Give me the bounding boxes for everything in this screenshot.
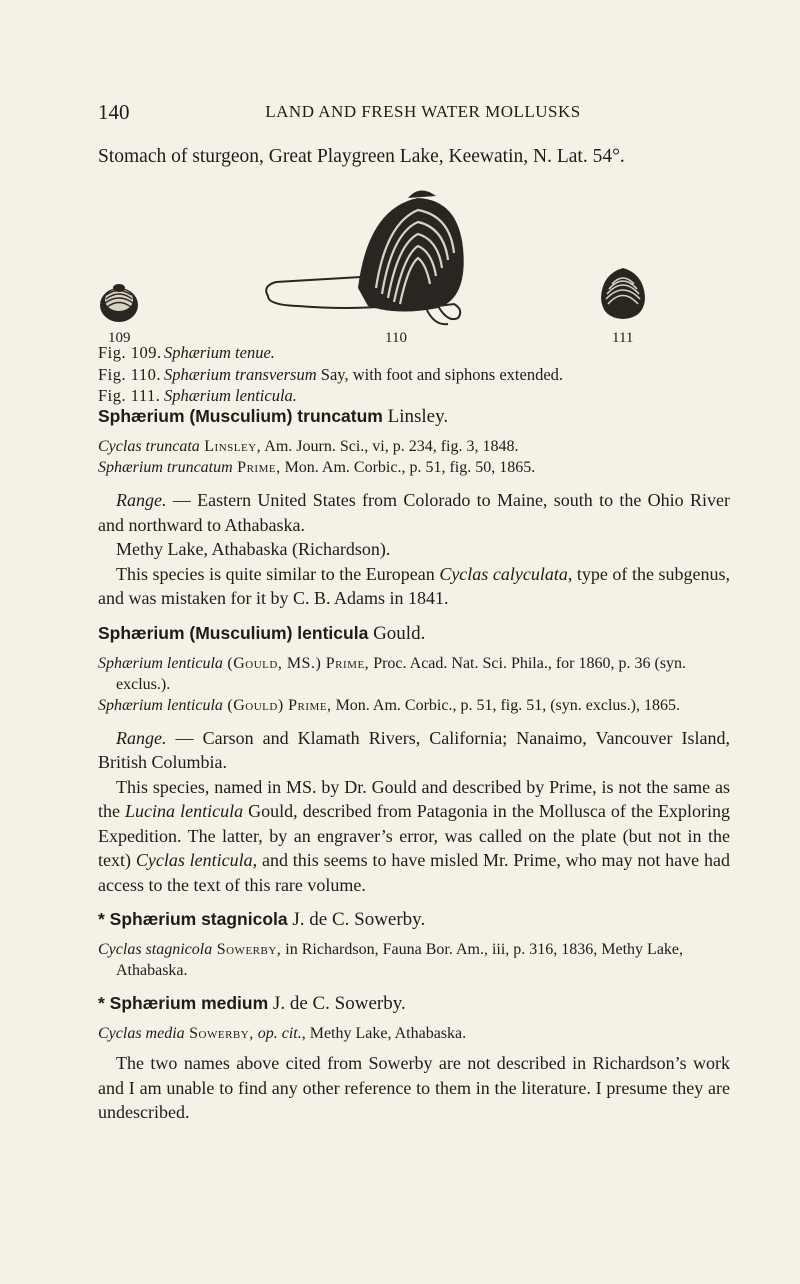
article-body (98, 404, 730, 1125)
synonym-entry: Sphærium truncatum Prime, Mon. Am. Corbic., p. 51, fig. 50, 1865. (98, 459, 536, 476)
synonym-entry: Cyclas stagnicola Sowerby, in Richardson, Fauna Bor. Am., iii, p. 316, 1836, Methy Lake, Athabaska. (98, 941, 684, 979)
species-heading-stagnicola: * Sphærium stagnicola J. de C. Sowerby. (98, 909, 426, 930)
locality-paragraph: Methy Lake, Athabaska (Richardson). (116, 539, 391, 559)
note-paragraph: This species, named in MS. by Dr. Gould and described by Prime, is not the same as the Lucina lenticula Gould, described from Patagonia in the Mollusca of the Exploring Expedition. The latter, by an engraver’s error, was called on the plate (but not in the text) Cyclas lenticula, and this seems to have misled Mr. Prime, who may not have had access to the text of this rare volume. (98, 776, 730, 895)
range-paragraph: Range. — Carson and Klamath Rivers, California; Nanaimo, Vancouver Island, British Columbia. (98, 727, 730, 772)
page-number: 140 (98, 100, 130, 124)
species-heading-truncatum: Sphærium (Musculium) truncatum Linsley. (98, 406, 449, 427)
running-title: LAND AND FRESH WATER MOLLUSKS (265, 102, 581, 121)
clam-shell-fig-111-icon (598, 264, 648, 322)
range-paragraph: Range. — Eastern United States from Colorado to Maine, south to the Ohio River and northward to Athabaska. (98, 490, 730, 535)
figure-number-109: 109 (108, 330, 131, 346)
clam-shell-fig-110-icon (258, 178, 473, 328)
caption-fig-111: Fig. 111. Sphærium lenticula. (98, 386, 297, 405)
species-heading-medium: * Sphærium medium J. de C. Sowerby. (98, 993, 406, 1014)
synonym-entry: Sphærium lenticula (Gould, MS.) Prime, Proc. Acad. Nat. Sci. Phila., for 1860, p. 36 (syn. exclus.). (98, 654, 687, 693)
synonym-entry: Cyclas media Sowerby, op. cit., Methy Lake, Athabaska. (98, 1025, 467, 1042)
figure-captions (98, 342, 738, 407)
note-paragraph: This species is quite similar to the European Cyclas calyculata, type of the subgenus, and was mistaken for it by C. B. Adams in 1841. (98, 563, 730, 608)
page-header (98, 100, 728, 130)
intro-line: Stomach of sturgeon, Great Playgreen Lake, Keewatin, N. Lat. 54°. (98, 146, 625, 167)
note-paragraph: The two names above cited from Sowerby are not described in Richardson’s work and I am unable to find any other reference to them in the literature. I presume they are undescribed. (98, 1053, 730, 1122)
figure-block (98, 178, 728, 346)
species-heading-lenticula: Sphærium (Musculium) lenticula Gould. (98, 622, 426, 644)
figure-number-110: 110 (385, 330, 407, 346)
caption-fig-110: Fig. 110. Sphærium transversum Say, with foot and siphons extended. (98, 364, 564, 384)
synonym-entry: Cyclas truncata Linsley, Am. Journ. Sci., vi, p. 234, fig. 3, 1848. (98, 438, 519, 455)
figure-number-111: 111 (612, 330, 634, 346)
synonym-entry: Sphærium lenticula (Gould) Prime, Mon. Am. Corbic., p. 51, fig. 51, (syn. exclus.), 1865. (98, 696, 680, 714)
caption-fig-109: Fig. 109. Sphærium tenue. (98, 343, 275, 362)
clam-shell-fig-109-icon (98, 280, 140, 324)
